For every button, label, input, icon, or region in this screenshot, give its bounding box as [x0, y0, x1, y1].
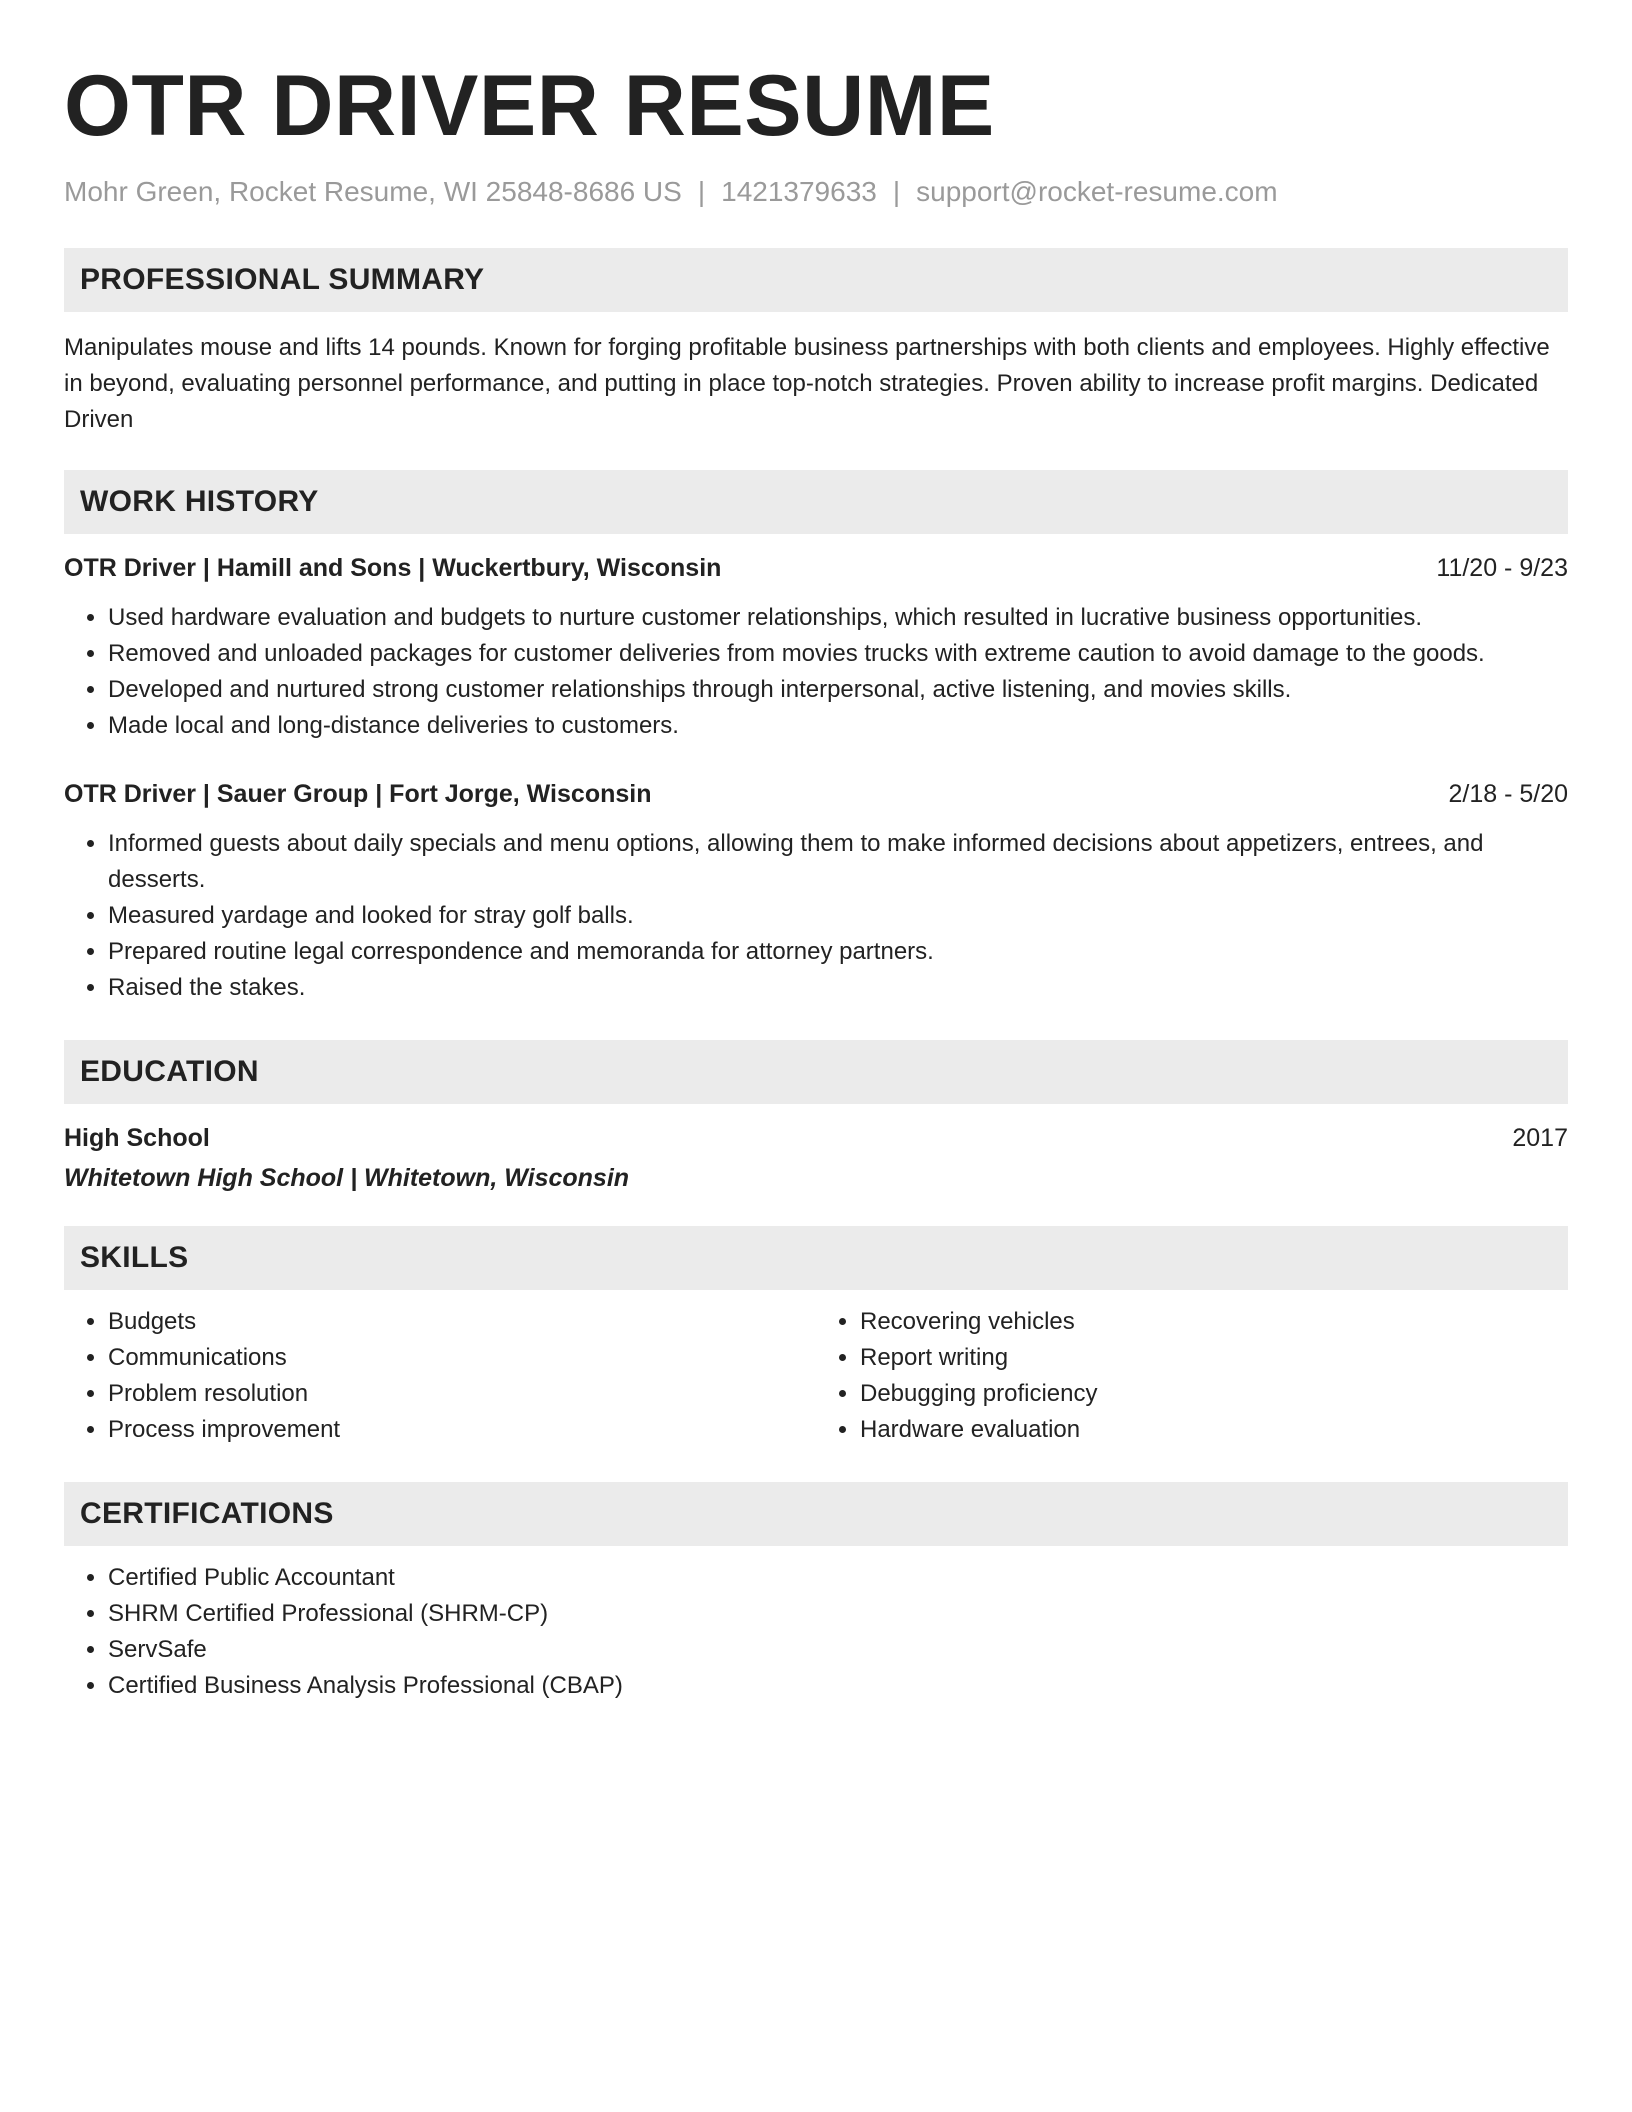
job-bullet: • Prepared routine legal correspondence and memoranda for attorney partners. — [108, 934, 1568, 970]
certification-item: • Certified Business Analysis Professional (CBAP) — [108, 1668, 1568, 1704]
contact-phone: 1421379633 — [721, 176, 877, 207]
job-bullet: • Informed guests about daily specials and menu options, allowing them to make informed decisions about appetizers, entrees, and desserts. — [108, 826, 1568, 898]
job-bullet: • Developed and nurtured strong customer relationships through interpersonal, active listening, and movies skills. — [108, 672, 1568, 708]
contact-separator: | — [892, 176, 901, 207]
section-header-skills: SKILLS — [64, 1226, 1568, 1290]
skill-item: • Problem resolution — [108, 1376, 816, 1412]
job-title: OTR Driver | Hamill and Sons | Wuckertbury, Wisconsin — [64, 554, 722, 582]
job-bullet: • Used hardware evaluation and budgets to nurture customer relationships, which resulted in lucrative business opportunities. — [108, 600, 1568, 636]
skill-item: • Budgets — [108, 1304, 816, 1340]
section-header-education: EDUCATION — [64, 1040, 1568, 1104]
skill-item: • Hardware evaluation — [860, 1412, 1568, 1448]
job-header — [64, 776, 1568, 812]
resume-title: OTR DRIVER RESUME — [64, 58, 995, 154]
skill-item: • Report writing — [860, 1340, 1568, 1376]
contact-separator: | — [697, 176, 706, 207]
certification-item: • SHRM Certified Professional (SHRM-CP) — [108, 1596, 1568, 1632]
certification-item: • Certified Public Accountant — [108, 1560, 1568, 1596]
certifications-list — [64, 1560, 1568, 1704]
job-bullet: • Raised the stakes. — [108, 970, 1568, 1006]
skill-item: • Communications — [108, 1340, 816, 1376]
education-header — [64, 1120, 1568, 1156]
job-dates: 11/20 - 9/23 — [1436, 554, 1568, 582]
education-entry — [64, 1120, 1568, 1196]
job-entry — [64, 550, 1568, 744]
job-title: OTR Driver | Sauer Group | Fort Jorge, Wisconsin — [64, 780, 652, 808]
job-bullet: • Measured yardage and looked for stray golf balls. — [108, 898, 1568, 934]
skills-grid — [64, 1290, 1568, 1448]
skills-list-right — [816, 1304, 1568, 1448]
certification-item: • ServSafe — [108, 1632, 1568, 1668]
contact-email: support@rocket-resume.com — [916, 176, 1278, 207]
job-dates: 2/18 - 5/20 — [1448, 780, 1568, 808]
job-bullet: • Removed and unloaded packages for customer deliveries from movies trucks with extreme caution to avoid damage to the goods. — [108, 636, 1568, 672]
skill-item: • Debugging proficiency — [860, 1376, 1568, 1412]
section-header-summary: PROFESSIONAL SUMMARY — [64, 248, 1568, 312]
job-entry — [64, 776, 1568, 1006]
contact-address: Mohr Green, Rocket Resume, WI 25848-8686 US — [64, 176, 682, 207]
skill-item: • Process improvement — [108, 1412, 816, 1448]
summary-text: Manipulates mouse and lifts 14 pounds. Known for forging profitable business partnerships with both clients and employees. Highly effective in beyond, evaluating personnel performance, and putting in place top-notch strategies. Proven ability to increase profit margins. Dedicated Driven — [64, 334, 1550, 433]
job-bullet: • Made local and long-distance deliveries to customers. — [108, 708, 1568, 744]
education-degree: High School — [64, 1124, 210, 1152]
section-header-work-history: WORK HISTORY — [64, 470, 1568, 534]
section-header-certifications: CERTIFICATIONS — [64, 1482, 1568, 1546]
education-year: 2017 — [1512, 1124, 1568, 1152]
education-school: Whitetown High School | Whitetown, Wisconsin — [64, 1164, 630, 1192]
job-bullets — [64, 826, 1568, 1006]
skill-item: • Recovering vehicles — [860, 1304, 1568, 1340]
skills-list-left — [64, 1304, 816, 1448]
job-bullets — [64, 600, 1568, 744]
job-header — [64, 550, 1568, 586]
contact-line — [64, 172, 1568, 212]
